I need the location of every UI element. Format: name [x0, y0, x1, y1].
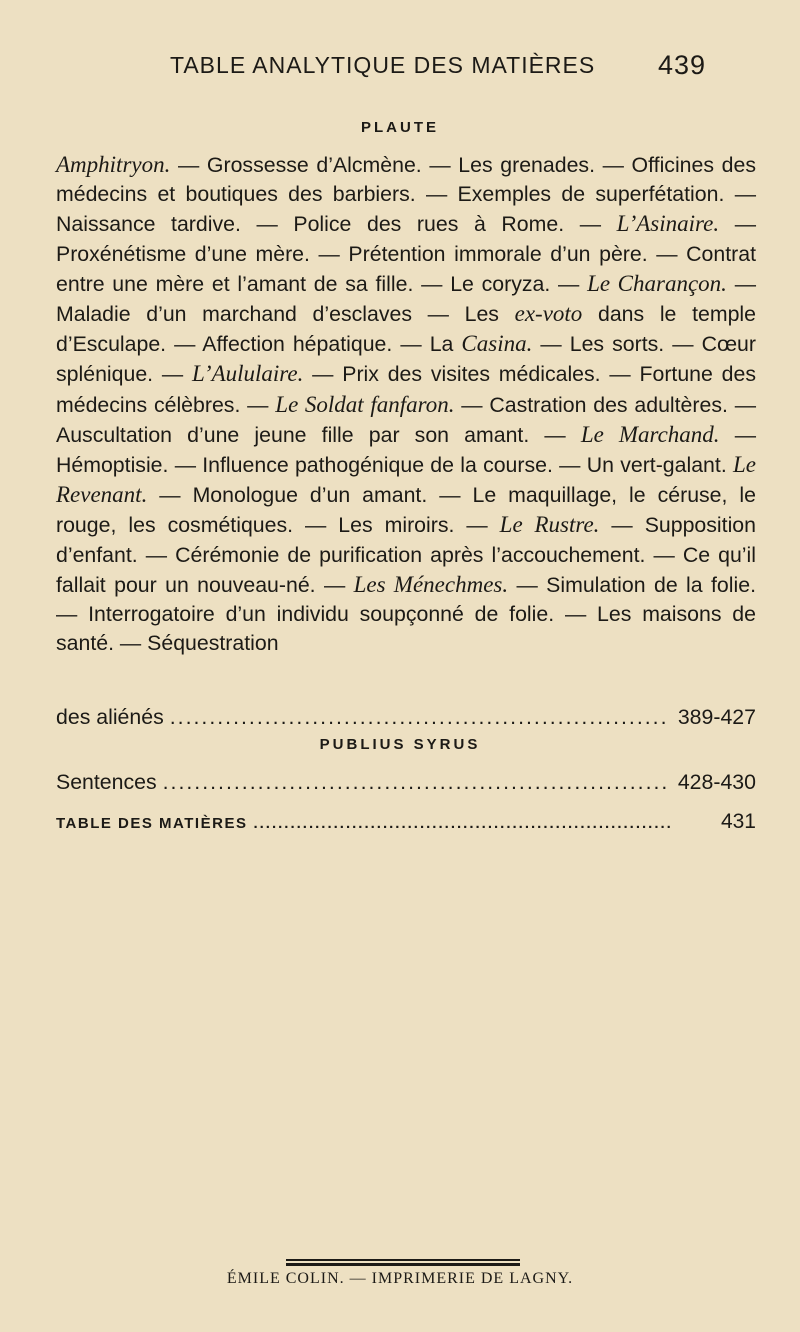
- work-title: L’Asinaire.: [616, 211, 720, 237]
- entry-text: dans le temple d’Esculape. — Affection hépatique. — La: [56, 302, 756, 357]
- entry-text: — Supposition d’enfant. — Cérémonie de purification après l’accouchement. — Ce qu’il fallait pour un nouveau-né. —: [56, 513, 756, 597]
- leader-dots: [170, 705, 670, 730]
- work-title: ex-voto: [514, 301, 583, 327]
- plaute-entry-tail-label: des aliénés: [56, 705, 164, 729]
- sentences-page-range: 428-430: [677, 770, 756, 794]
- plaute-page-range: 389-427: [677, 705, 756, 729]
- divider-rule: [286, 1263, 520, 1266]
- entry-text: — Hémoptisie. — Influence pathogénique de la course. — Un vert-galant.: [56, 422, 757, 478]
- entry-text: — Prix des visites médicales. — Fortune des médecins célèbres. —: [56, 362, 756, 417]
- table-des-matieres-label: TABLE DES MATIÈRES: [56, 815, 248, 832]
- entry-text: — Castration des adultères. — Auscultation d’une jeune fille par son amant. —: [56, 392, 757, 447]
- sentences-entry: [56, 770, 756, 795]
- work-title: Les Ménechmes.: [353, 571, 509, 597]
- running-head-title: TABLE ANALYTIQUE DES MATIÈRES: [170, 52, 596, 78]
- entry-text: — Monologue d’un amant. — Le maquillage, le céruse, le rouge, les cosmétiques. — Les miroirs. —: [56, 483, 756, 538]
- section-heading-publius-syrus: PUBLIUS SYRUS: [319, 736, 481, 753]
- entry-text: — Grossesse d’Alcmène. — Les grenades. — Officines des médecins et boutiques des barbiers. — Exemples de superfétation. — Naissance tardive. — Police des rues à Rome. —: [56, 153, 756, 237]
- work-title: Le Soldat fanfaron.: [275, 391, 455, 417]
- section-heading-plaute: PLAUTE: [361, 119, 439, 136]
- work-title: Le Marchand.: [580, 421, 720, 447]
- work-title: Le Rustre.: [499, 512, 600, 538]
- divider-rule: [286, 1259, 520, 1261]
- table-des-matieres-entry: [56, 810, 756, 834]
- entry-text: — Les sorts. — Cœur splénique. —: [56, 332, 756, 387]
- work-title: Amphitryon.: [56, 152, 171, 177]
- leader-dots: [253, 815, 670, 832]
- plaute-entry-text: [56, 150, 756, 658]
- entry-text: — Maladie d’un marchand d’esclaves — Les: [56, 271, 756, 327]
- printer-imprint: ÉMILE COLIN. — IMPRIMERIE DE LAGNY.: [226, 1270, 574, 1287]
- sentences-label: Sentences: [56, 770, 157, 794]
- table-des-matieres-page: 431: [720, 810, 756, 833]
- entry-text: — Simulation de la folie. — Interrogatoire d’un individu soupçonné de folie. — Les maisons de santé. — Séquestration: [56, 572, 756, 656]
- leader-dots: [163, 770, 670, 795]
- work-title: L’Aululaire.: [191, 361, 304, 387]
- work-title: Le Revenant.: [56, 452, 756, 508]
- entry-text: — Proxénétisme d’une mère. — Prétention immorale d’un père. — Contrat entre une mère et l’amant de sa fille. — Le coryza. —: [56, 212, 756, 296]
- page-number: 439: [657, 50, 706, 80]
- work-title: Casina.: [461, 331, 533, 357]
- work-title: Le Charançon.: [587, 270, 727, 296]
- plaute-entry-last-line: [56, 705, 756, 730]
